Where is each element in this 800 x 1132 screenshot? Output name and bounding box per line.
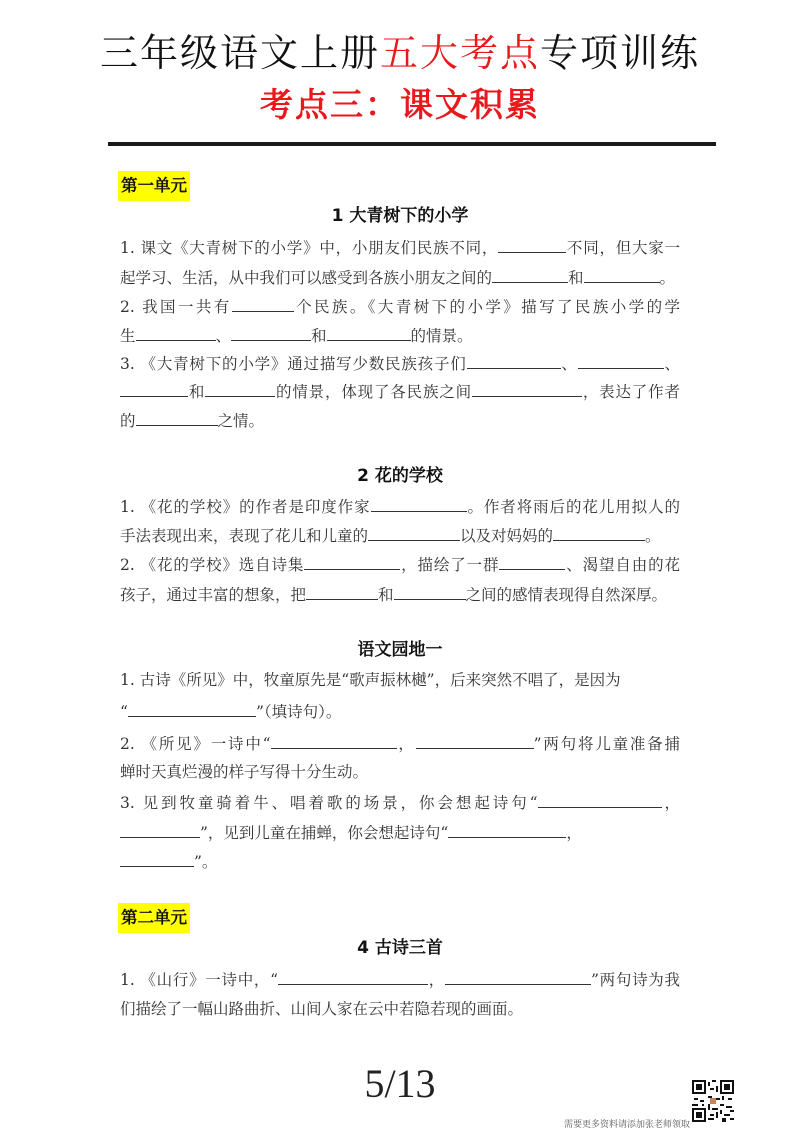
answer-blank — [271, 732, 397, 749]
answer-blank — [136, 324, 216, 341]
answer-blank — [492, 266, 568, 283]
answer-blank — [232, 295, 294, 312]
question-3-line-3: 的 之情。 — [120, 409, 680, 432]
question-7-line-2: 蝉时天真烂漫的样子写得十分生动。 — [120, 763, 369, 781]
unit-heading-1: 第一单元 — [118, 171, 190, 201]
answer-blank — [499, 553, 565, 570]
answer-blank — [205, 380, 275, 397]
document-title: 三年级语文上册五大考点专项训练 — [99, 31, 701, 75]
question-8-line-3: ”。 — [120, 850, 680, 873]
question-3-line-2: 和 的情景，体现了各民族之间 ，表达了作者 — [120, 380, 680, 403]
question-8-line-2: ”，见到儿童在捕蝉，你会想起诗句“ ， — [120, 821, 680, 844]
answer-blank — [445, 968, 591, 985]
answer-blank — [371, 495, 467, 512]
answer-blank — [448, 821, 566, 838]
answer-blank — [278, 968, 428, 985]
question-5-line-1: 2. 《花的学校》选自诗集 ，描绘了一群 、渴望自由的花 — [120, 553, 680, 576]
title-divider — [108, 142, 716, 146]
answer-blank — [394, 583, 466, 600]
answer-blank — [584, 266, 660, 283]
answer-blank — [231, 324, 311, 341]
lesson-heading-1: 1 大青树下的小学 — [331, 206, 469, 226]
question-6-line-1: 1. 古诗《所见》中，牧童原先是“歌声振林樾”，后来突然不唱了，是因为 — [120, 671, 621, 689]
answer-blank — [472, 380, 582, 397]
question-4-line-1: 1. 《花的学校》的作者是印度作家 。作者将雨后的花儿用拟人的 — [120, 495, 680, 518]
question-6-line-2: “ ”（填诗句）。 — [120, 700, 680, 723]
question-1-line-1: 1. 课文《大青树下的小学》中，小朋友们民族不同， 不同，但大家一 — [120, 236, 680, 259]
unit-heading-2: 第二单元 — [118, 903, 190, 933]
answer-blank — [578, 352, 664, 369]
answer-blank — [327, 324, 411, 341]
question-7-line-1: 2. 《所见》一诗中“ ， ”两句将儿童准备捕 — [120, 732, 680, 755]
answer-blank — [498, 236, 566, 253]
answer-blank — [120, 380, 188, 397]
answer-blank — [120, 821, 200, 838]
answer-blank — [128, 700, 256, 717]
answer-blank — [467, 352, 561, 369]
page-number: 5/13 — [364, 1061, 436, 1106]
document-subtitle: 考点三：课文积累 — [260, 85, 540, 124]
answer-blank — [538, 791, 662, 808]
question-8-line-1: 3. 见到牧童骑着牛、唱着歌的场景，你会想起诗句“ ， — [120, 791, 680, 814]
answer-blank — [304, 553, 400, 570]
qr-caption: 需要更多资料请添加张老师领取 — [564, 1120, 691, 1130]
question-2-line-1: 2. 我国一共有 个民族。《大青树下的小学》描写了民族小学的学 — [120, 295, 680, 318]
question-5-line-2: 孩子，通过丰富的想象，把 和 之间的感情表现得自然深厚。 — [120, 583, 680, 606]
answer-blank — [416, 732, 534, 749]
question-4-line-2: 手法表现出来，表现了花儿和儿童的 以及对妈妈的 。 — [120, 524, 680, 547]
answer-blank — [368, 524, 460, 541]
answer-blank — [136, 409, 218, 426]
question-1-line-2: 起学习、生活，从中我们可以感受到各族小朋友之间的 和 。 — [120, 266, 680, 289]
lesson-heading-garden: 语文园地一 — [357, 640, 443, 660]
lesson-heading-4: 4 古诗三首 — [357, 938, 443, 958]
qr-code-icon — [692, 1080, 734, 1122]
answer-blank — [553, 524, 645, 541]
answer-blank — [120, 850, 194, 867]
question-2-line-2: 生 、 和 的情景。 — [120, 324, 680, 347]
lesson-heading-2: 2 花的学校 — [357, 466, 443, 486]
answer-blank — [306, 583, 378, 600]
question-9-line-1: 1. 《山行》一诗中，“ ， ”两句诗为我 — [120, 968, 680, 991]
question-3-line-1: 3. 《大青树下的小学》通过描写少数民族孩子们 、 、 — [120, 352, 680, 375]
title-highlight: 五大考点 — [379, 31, 540, 75]
question-9-line-2: 们描绘了一幅山路曲折、山间人家在云中若隐若现的画面。 — [120, 1000, 524, 1018]
